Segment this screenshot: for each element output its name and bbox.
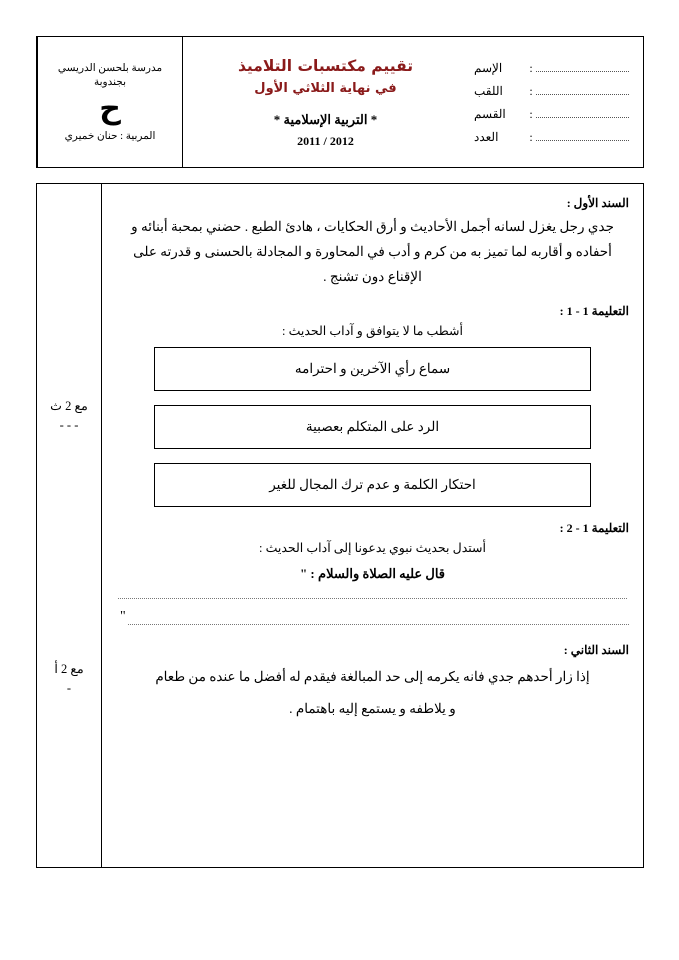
support-1-label: السند الأول : xyxy=(566,196,629,210)
task-1-instruction: أشطب ما لا يتوافق و آداب الحديث : xyxy=(281,323,464,338)
exam-subject: * التربية الإسلامية * xyxy=(273,111,378,127)
spacer xyxy=(116,625,629,641)
task-2-answer-row-2 xyxy=(116,609,629,625)
exam-content xyxy=(101,184,643,867)
document-header xyxy=(36,36,644,168)
field-surname-label: اللقب xyxy=(474,84,503,98)
exam-subtitle: في نهاية الثلاثي الأول xyxy=(254,80,397,96)
mark-1 xyxy=(37,397,101,435)
exam-year: 2011 / 2012 xyxy=(297,133,354,148)
field-surname-colon: : xyxy=(529,84,533,98)
field-name-input[interactable] xyxy=(536,59,629,72)
task-1-label: التعليمة 1 - 1 : xyxy=(559,303,629,318)
task-2-answer-line-1[interactable] xyxy=(118,584,627,599)
field-number xyxy=(474,128,633,145)
school-block xyxy=(37,37,182,167)
field-number-input[interactable] xyxy=(536,128,629,141)
school-name: مدرسة بلحسن الدريسي xyxy=(57,62,163,74)
exam-title: تقييم مكتسبات التلاميذ xyxy=(237,57,414,76)
exam-body xyxy=(36,183,644,868)
teacher-name: المربية : حنان خميري xyxy=(64,131,156,143)
support-2-text-line-1: إذا زار أحدهم جدي فانه يكرمه إلى حد المبالغة فيقدم له أفضل ما عنده من طعام xyxy=(155,668,590,684)
task-1-option-1[interactable]: سماع رأي الآخرين و احترامه xyxy=(154,347,591,391)
school-city: بجندوبة xyxy=(94,77,127,88)
field-class-label: القسم xyxy=(474,107,506,121)
support-2-label: السند الثاني : xyxy=(563,642,629,657)
field-number-label: العدد xyxy=(474,130,499,144)
mark-2-line-1: مع 2 أ xyxy=(54,662,84,676)
mark-1-line-2: - - - xyxy=(59,417,79,432)
support-1-text: جدي رجل يغزل لسانه أجمل الأحاديث و أرق الحكايات ، هادئ الطبع . حضني بمحبة أبنائه و أحفاده و أقاربه لما تميز به من كرم و أدب في المحاورة و المجادلة بالحسنى و قدرته على الإقناع دون تشنج . xyxy=(131,219,614,284)
field-name xyxy=(474,59,633,76)
spacer xyxy=(116,294,629,302)
field-surname-input[interactable] xyxy=(536,82,629,95)
task-2-label: التعليمة 1 - 2 : xyxy=(559,520,629,535)
field-name-colon: : xyxy=(529,61,533,75)
marks-column xyxy=(37,184,101,867)
task-2-lead: قال عليه الصلاة والسلام : " xyxy=(299,565,446,581)
field-class-input[interactable] xyxy=(536,105,629,118)
field-surname xyxy=(474,82,633,99)
field-name-label: الإسم xyxy=(474,61,503,75)
school-logo-icon: ح xyxy=(99,91,121,127)
task-1-option-3[interactable]: احتكار الكلمة و عدم ترك المجال للغير xyxy=(154,463,591,507)
field-class-colon: : xyxy=(529,107,533,121)
task-2-quote-close: " xyxy=(120,608,126,624)
task-2-instruction: أستدل بحديث نبوي يدعونا إلى آداب الحديث : xyxy=(259,540,486,555)
mark-2 xyxy=(37,660,101,698)
support-2-text-line-2: و يلاطفه و يستمع إليه باهتمام . xyxy=(289,700,456,716)
mark-2-line-2: - xyxy=(66,680,72,695)
task-1-option-2[interactable]: الرد على المتكلم بعصبية xyxy=(154,405,591,449)
student-info-block xyxy=(468,37,643,167)
field-class xyxy=(474,105,633,122)
title-block xyxy=(182,37,468,167)
task-2-answer-line-2[interactable] xyxy=(128,610,629,625)
field-number-colon: : xyxy=(529,130,533,144)
mark-1-line-1: مع 2 ث xyxy=(50,399,88,413)
